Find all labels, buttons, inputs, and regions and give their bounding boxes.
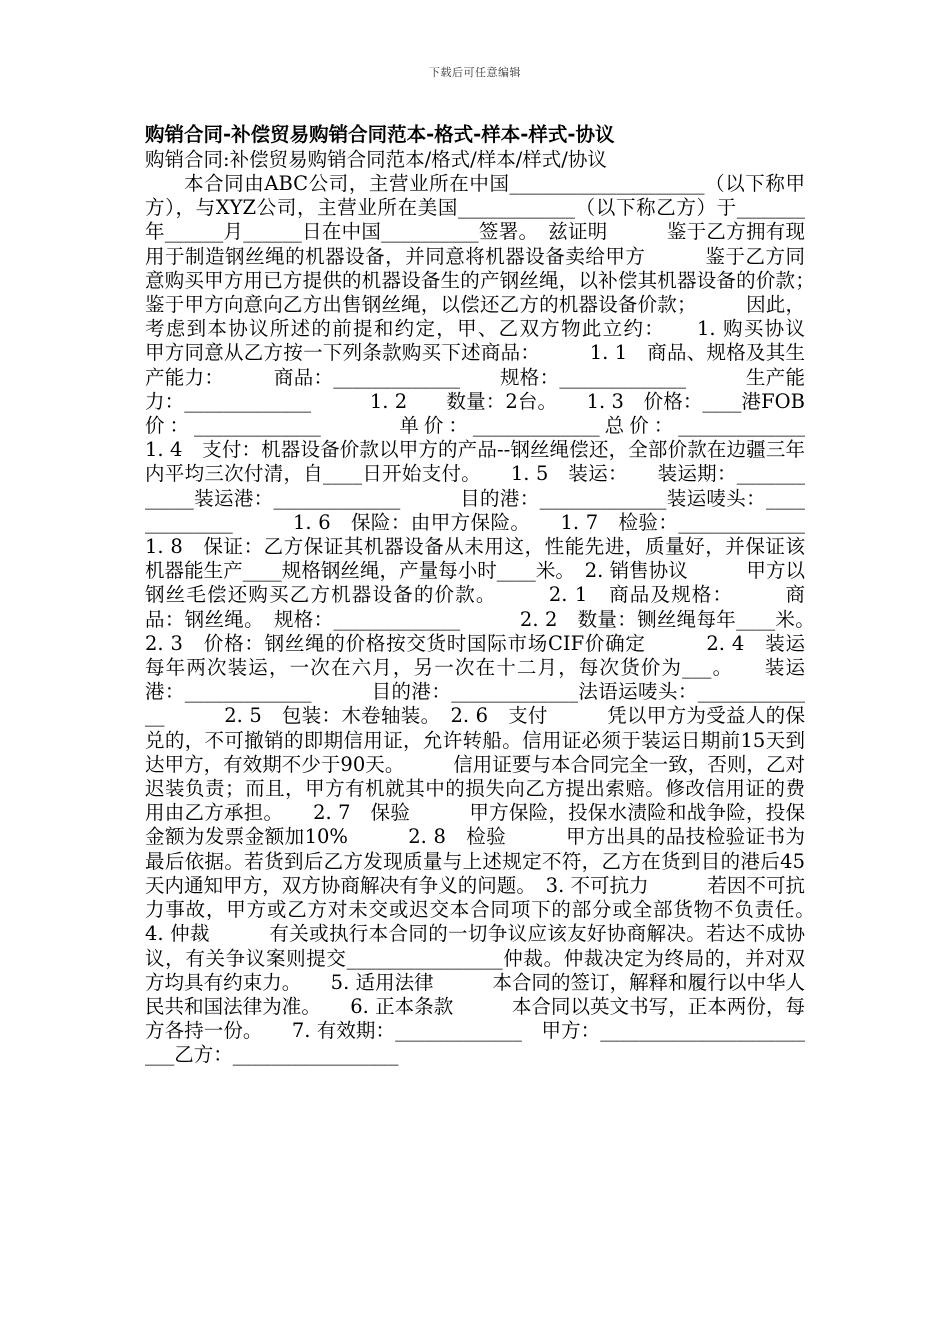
document-content (145, 122, 864, 1068)
contract-body: 本合同由ABC公司，主营业所在中国____________________（以下称甲方），与XYZ公司，主营业所在美国____________（以下称乙方）于_______年______月______日在中国__________签署。 兹证明 鉴于乙方拥有现用于制造钢丝绳的机器设备，并同意将机器设备卖给甲方 鉴于乙方同意购买甲方用已方提供的机器设备生的产钢丝绳，以补偿其机器设备的价款； 鉴于甲方向意向乙方出售钢丝绳，以偿还乙方的机器设备价款； 因此，考虑到本协议所述的前提和约定，甲、乙双方物此立约： 1. 购买协议 甲方同意从乙方按一下列条款购买下述商品： 1. 1 商品、规格及其生产能力： 商品：_____________ 规格：_____________ 生产能力：_____________ 1. 2 数量：2台。 1. 3 价格：____港FOB价：_____________ 单价：_____________总价：_____________ 1. 4 支付：机器设备价款以甲方的产品--钢丝绳偿还，全部价款在边疆三年内平均三次付清，自____日开始支付。 1. 5 装运： 装运期：____________装运港：_____________ 目的港：_____________装运唛头：_____________ 1. 6 保险：由甲方保险。 1. 7 检验：_____________ 1. 8 保证：乙方保证其机器设备从未用这，性能先进，质量好，并保证该机器能生产____规格钢丝绳，产量每小时____米。 2. 销售协议 甲方以钢丝毛偿还购买乙方机器设备的价款。 2. 1 商品及规格： 商品：钢丝绳。 规格：_____________ 2. 2 数量：铡丝绳每年____米。 2. 3 价格：钢丝绳的价格按交货时国际市场CIF价确定 2. 4 装运 每年两次装运，一次在六月，另一次在十二月，每次货价为___。 装运港：_____________ 目的港：_____________法语运唛头：_____________ 2. 5 包装：木卷轴装。 2. 6 支付 凭以甲方为受益人的保兑的，不可撤销的即期信用证，允许转船。信用证必须于装运日期前15天到达甲方，有效期不少于90天。 信用证要与本合同完全一致，否则，乙对迟装负责；而且，甲方有机就其中的损失向乙方提出索赔。修改信用证的费用由乙方承担。 2. 7 保验 甲方保险，投保水渍险和战争险，投保金额为发票金额加10% 2. 8 检验 甲方出具的品技检验证书为最后依据。若货到后乙方发现质量与上述规定不符，乙方在货到目的港后45天内通知甲方，双方协商解决有争义的问题。 3. 不可抗力 若因不可抗力事故，甲方或乙方对未交或迟交本合同项下的部分或全部货物不负责任。 4. 仲裁 有关或执行本合同的一切争议应该友好协商解决。若达不成协议，有关争议案则提交________________仲裁。仲裁决定为终局的，并对双方均具有约束力。 5. 适用法律 本合同的签订，解释和履行以中华人民共和国法律为准。 6. 正本条款 本合同以英文书写，正本两份，每方各持一份。 7. 有效期：_____________ 甲方：________________________乙方：_________________ (145, 172, 864, 1067)
page-header: 下载后可任意编辑 (429, 66, 521, 79)
document-title: 购销合同-补偿贸易购销合同范本-格式-样本-样式-协议 (145, 123, 615, 146)
document-subtitle: 购销合同:补偿贸易购销合同范本/格式/样本/样式/协议 (145, 148, 607, 171)
